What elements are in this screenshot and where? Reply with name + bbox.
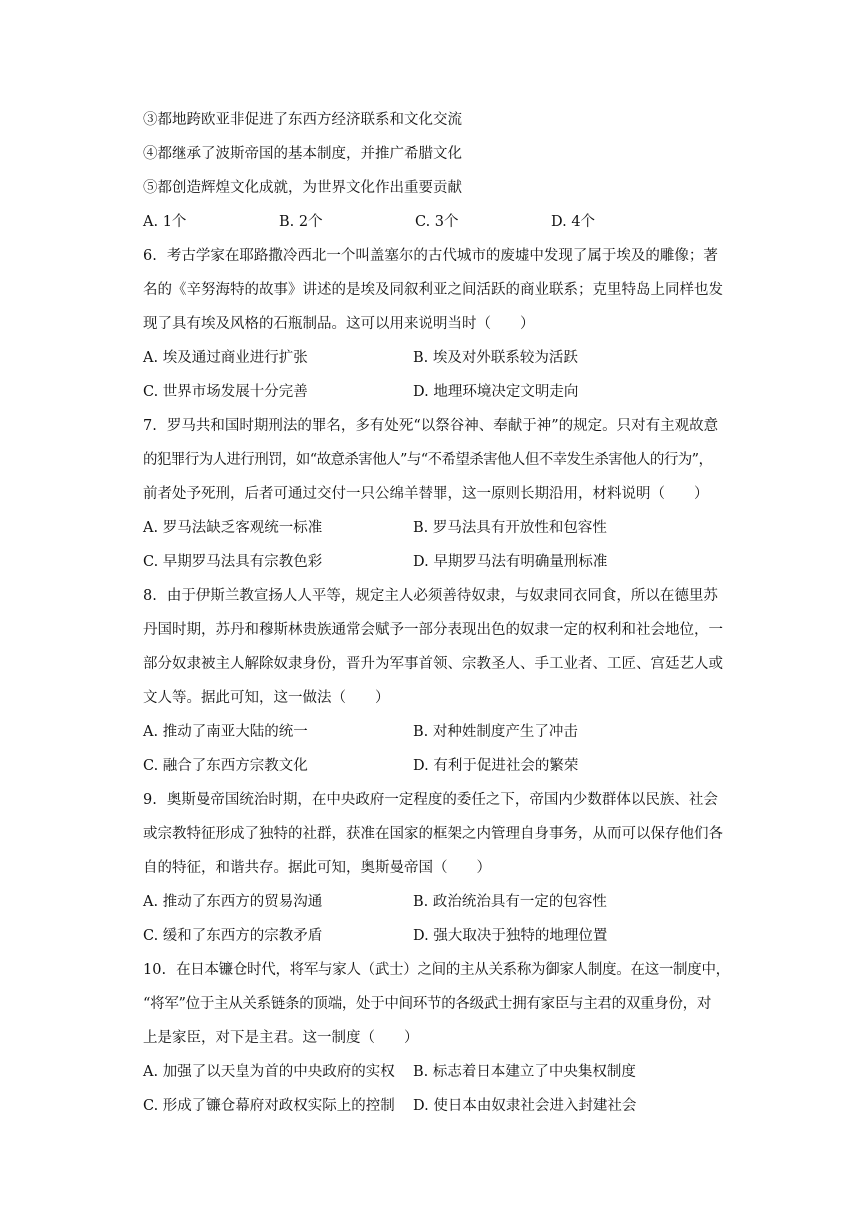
question-number: 7. (143, 418, 157, 434)
q6-option-c[interactable]: C. 世界市场发展十分完善 (143, 384, 308, 400)
question-text-line: 前者处予死刑，后者可通过交付一只公绵羊替罪，这一原则长期沿用，材料说明（ ） (143, 486, 709, 502)
q9-option-b[interactable]: B. 政治统治具有一定的包容性 (413, 894, 607, 910)
q9-option-a[interactable]: A. 推动了东西方的贸易沟通 (143, 894, 323, 910)
question-text-line: 文人等。据此可知，这一做法（ ） (143, 690, 390, 706)
question-number: 8. (143, 588, 157, 604)
q6-option-d[interactable]: D. 地理环境决定文明走向 (413, 384, 579, 400)
q8-option-c[interactable]: C. 融合了东西方宗教文化 (143, 758, 308, 774)
question-10 (143, 953, 743, 1123)
question-text-line: 现了具有埃及风格的石瓶制品。这可以用来说明当时（ ） (143, 316, 535, 332)
question-text-line: 部分奴隶被主人解除奴隶身份，晋升为军事首领、宗教圣人、手工业者、工匠、宫廷艺人或 (143, 656, 723, 672)
question-text-line: 的犯罪行为人进行刑罚，如“故意杀害他人”与“不希望杀害他人但不幸发生杀害他人的行为”， (143, 452, 713, 468)
q9-option-c[interactable]: C. 缓和了东西方的宗教矛盾 (143, 928, 323, 944)
q5-option-c[interactable]: C. 3个 (415, 214, 459, 230)
statement-4: ④都继承了波斯帝国的基本制度，并推广希腊文化 (143, 146, 462, 162)
q5-option-d[interactable]: D. 4个 (551, 214, 596, 230)
q10-option-c[interactable]: C. 形成了镰仓幕府对政权实际上的控制 (143, 1098, 395, 1114)
question-text-line: 自的特征，和谐共存。据此可知，奥斯曼帝国（ ） (143, 860, 491, 876)
question-8 (143, 579, 743, 783)
q7-option-b[interactable]: B. 罗马法具有开放性和包容性 (413, 520, 607, 536)
q8-option-a[interactable]: A. 推动了南亚大陆的统一 (143, 724, 308, 740)
question-text-line: 或宗教特征形成了独特的社群，获准在国家的框架之内管理自身事务，从而可以保存他们各 (143, 826, 723, 842)
question-text-line: 奥斯曼帝国统治时期，在中央政府一定程度的委任之下，帝国内少数群体以民族、社会 (166, 792, 718, 808)
question-text-line: 罗马共和国时期刑法的罪名，多有处死“以祭谷神、奉献于神”的规定。只对有主观故意 (166, 418, 719, 434)
question-number: 6. (143, 248, 157, 264)
question-number: 10. (143, 962, 167, 978)
q7-option-d[interactable]: D. 早期罗马法有明确量刑标准 (413, 554, 608, 570)
q7-option-c[interactable]: C. 早期罗马法具有宗教色彩 (143, 554, 323, 570)
q5-option-b[interactable]: B. 2个 (279, 214, 323, 230)
q5-options (143, 205, 743, 239)
question-7 (143, 409, 743, 579)
question-6 (143, 239, 743, 409)
question-text-line: 由于伊斯兰教宣扬人人平等，规定主人必须善待奴隶，与奴隶同衣同食，所以在德里苏 (166, 588, 718, 604)
question-number: 9. (143, 792, 157, 808)
exam-page (143, 103, 743, 1123)
q8-option-b[interactable]: B. 对种姓制度产生了冲击 (413, 724, 578, 740)
statement-5: ⑤都创造辉煌文化成就，为世界文化作出重要贡献 (143, 180, 462, 196)
q7-option-a[interactable]: A. 罗马法缺乏客观统一标准 (143, 520, 323, 536)
question-text-line: 丹国时期，苏丹和穆斯林贵族通常会赋予一部分表现出色的奴隶一定的权利和社会地位，一 (143, 622, 723, 638)
q10-option-a[interactable]: A. 加强了以天皇为首的中央政府的实权 (143, 1064, 395, 1080)
q8-option-d[interactable]: D. 有利于促进社会的繁荣 (413, 758, 579, 774)
question-9 (143, 783, 743, 953)
q5-option-a[interactable]: A. 1个 (143, 214, 187, 230)
question-text-line: 名的《辛努海特的故事》讲述的是埃及同叙利亚之间活跃的商业联系；克里特岛上同样也发 (143, 282, 723, 298)
q10-option-b[interactable]: B. 标志着日本建立了中央集权制度 (413, 1064, 636, 1080)
question-text-line: 在日本镰仓时代，将军与家人（武士）之间的主从关系称为御家人制度。在这一制度中， (176, 962, 730, 978)
question-text-line: 考古学家在耶路撒冷西北一个叫盖塞尔的古代城市的废墟中发现了属于埃及的雕像；著 (166, 248, 718, 264)
q10-option-d[interactable]: D. 使日本由奴隶社会进入封建社会 (413, 1098, 637, 1114)
question-text-line: “将军”位于主从关系链条的顶端，处于中间环节的各级武士拥有家臣与主君的双重身份，对 (143, 996, 712, 1012)
q6-option-b[interactable]: B. 埃及对外联系较为活跃 (413, 350, 578, 366)
question-text-line: 上是家臣，对下是主君。这一制度（ ） (143, 1030, 419, 1046)
q9-option-d[interactable]: D. 强大取决于独特的地理位置 (413, 928, 608, 944)
q6-option-a[interactable]: A. 埃及通过商业进行扩张 (143, 350, 308, 366)
statement-3: ③都地跨欧亚非促进了东西方经济联系和文化交流 (143, 112, 462, 128)
